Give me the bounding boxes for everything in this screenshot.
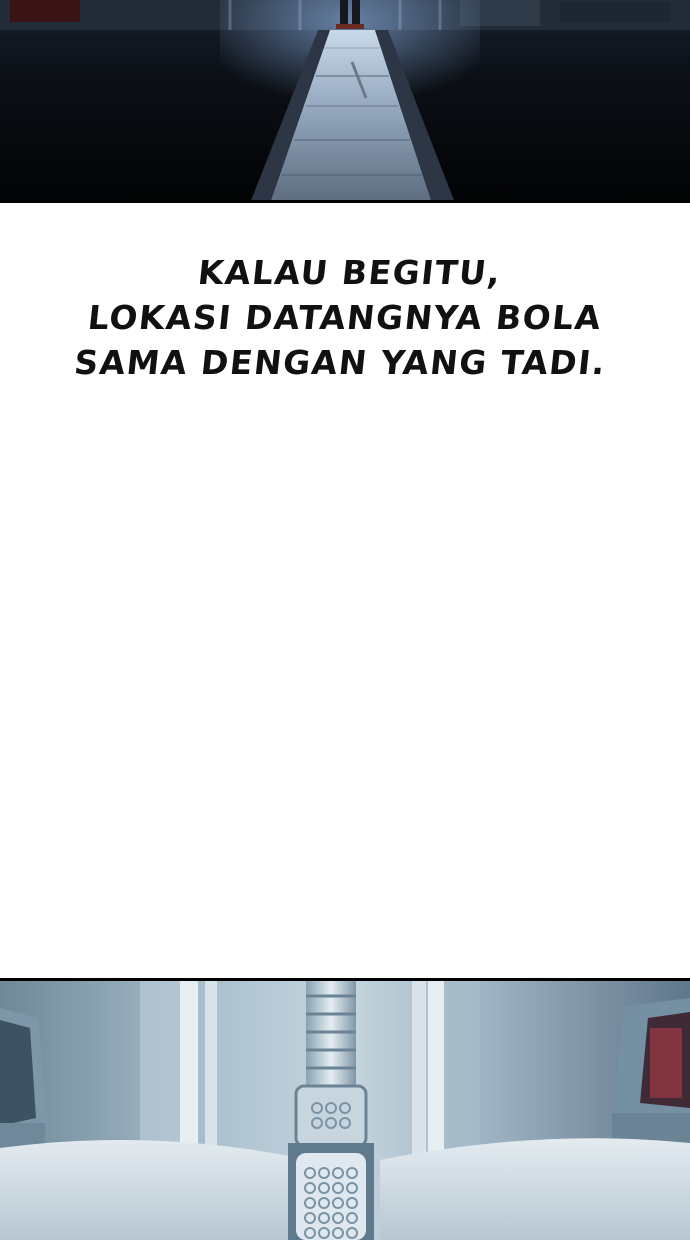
dialogue-caption [0, 250, 690, 385]
top-comic-panel [0, 0, 690, 203]
dialogue-line-2: LOKASI DATANGNYA BOLA [86, 298, 604, 337]
dialogue-line-3: SAMA DENGAN YANG TADI. [72, 343, 609, 382]
walkway-scene-art [0, 0, 690, 203]
pitching-machine-scene-art [0, 978, 690, 1240]
bottom-comic-panel [0, 978, 690, 1240]
dialogue-line-1: KALAU BEGITU, [195, 253, 504, 292]
